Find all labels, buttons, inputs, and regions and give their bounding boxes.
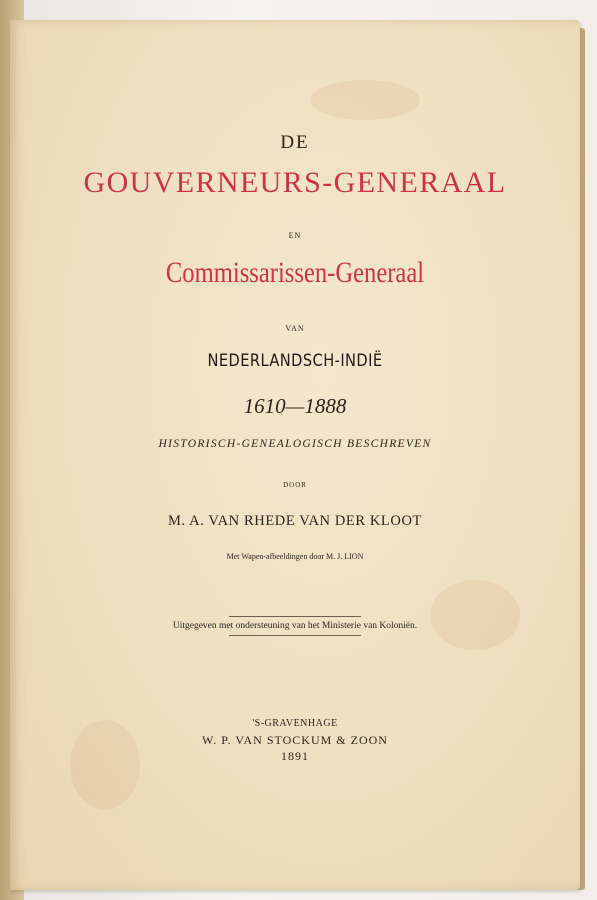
publication-year: 1891 — [281, 749, 309, 763]
foxing-stain — [310, 80, 420, 120]
second-title: Commissarissen-Generaal — [165, 256, 425, 289]
conjunction-en: EN — [288, 231, 302, 240]
author-name: M. A. VAN RHEDE VAN DER KLOOT — [168, 513, 422, 529]
preposition-van: VAN — [285, 324, 305, 333]
title-article: DE — [280, 132, 310, 153]
year-range: 1610—1888 — [243, 394, 347, 418]
publisher-name: W. P. VAN STOCKUM & ZOON — [202, 733, 388, 747]
title-page — [10, 20, 580, 890]
by-label: DOOR — [283, 481, 307, 489]
divider-rule — [229, 616, 361, 617]
illustrations-credit: Met Wapen-afbeeldingen door M. J. LION — [226, 552, 364, 561]
foxing-stain — [430, 580, 520, 650]
publication-place: 'S-GRAVENHAGE — [252, 718, 338, 729]
support-note: Uitgegeven met ondersteuning van het Ministerie van Koloniën. — [172, 621, 418, 631]
divider-rule — [229, 635, 361, 636]
main-title: GOUVERNEURS-GENERAAL — [83, 166, 507, 199]
subtitle: HISTORISCH-GENEALOGISCH BESCHREVEN — [158, 438, 432, 450]
region-title: NEDERLANDSCH-INDIË — [207, 351, 383, 371]
